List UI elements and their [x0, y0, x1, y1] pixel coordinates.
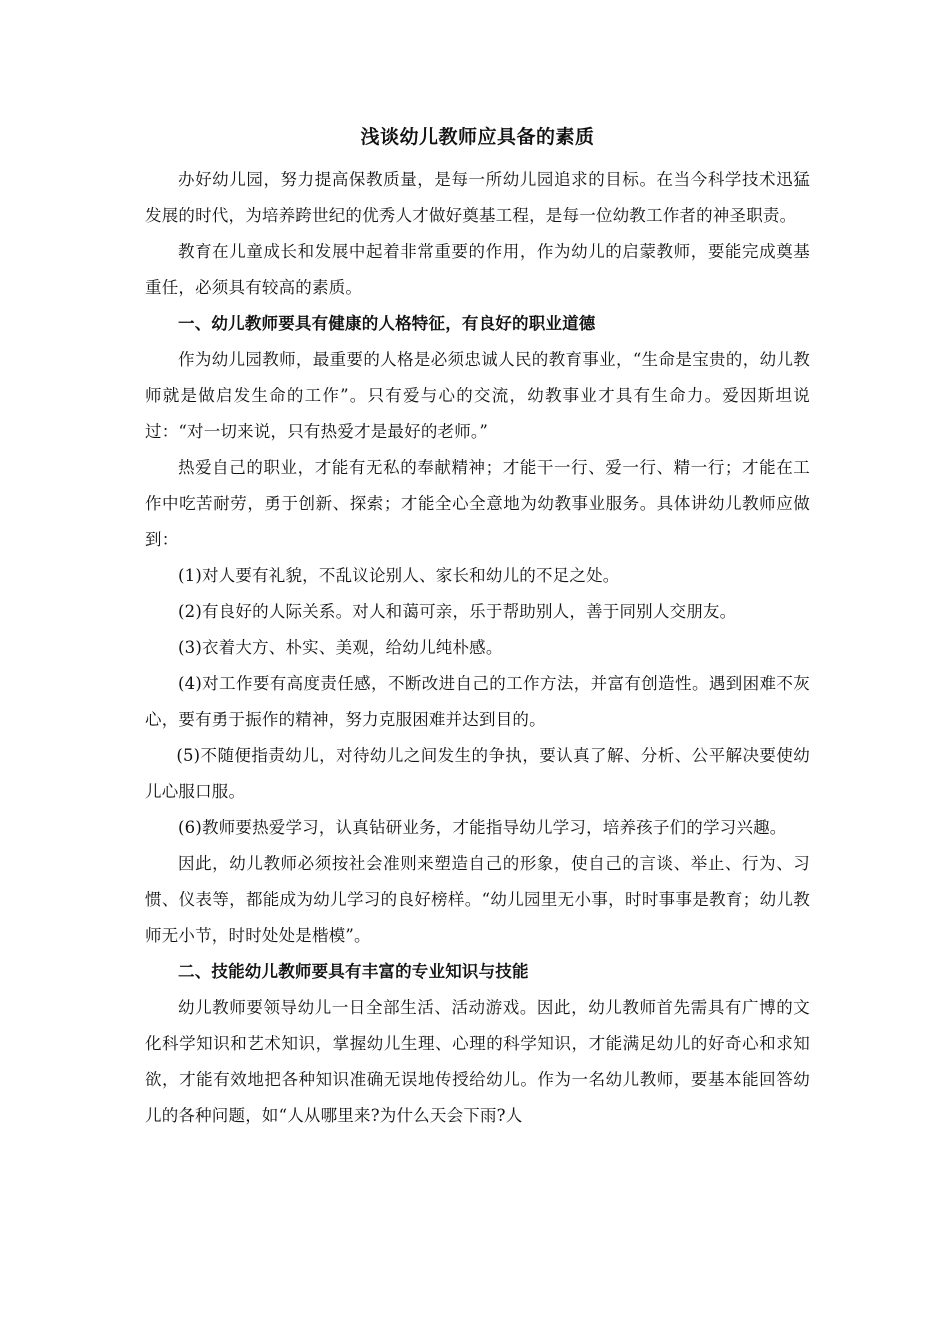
list-item: (1)对人要有礼貌，不乱议论别人、家长和幼儿的不足之处。	[178, 566, 620, 585]
list-item: (5)不随便指责幼儿，对待幼儿之间发生的争执，要认真了解、分析、公平解决要使幼儿心服口服。	[145, 746, 810, 801]
list-item: (2)有良好的人际关系。对人和蔼可亲，乐于帮助别人，善于同别人交朋友。	[178, 602, 737, 621]
document-title: 浅谈幼儿教师应具备的素质	[360, 126, 595, 148]
section-heading: 二、技能幼儿教师要具有丰富的专业知识与技能	[178, 962, 529, 981]
list-item: (4)对工作要有高度责任感，不断改进自己的工作方法，并富有创造性。遇到困难不灰心，要有勇于振作的精神，努力克服困难并达到目的。	[145, 674, 810, 729]
paragraph: 因此，幼儿教师必须按社会准则来塑造自己的形象，使自己的言谈、举止、行为、习惯、仪表等，都能成为幼儿学习的良好榜样。“幼儿园里无小事，时时事事是教育；幼儿教师无小节，时时处处是楷模”。	[145, 854, 810, 945]
document-page	[145, 120, 810, 1134]
paragraph: 教育在儿童成长和发展中起着非常重要的作用，作为幼儿的启蒙教师，要能完成奠基重任，必须具有较高的素质。	[145, 242, 810, 297]
section-heading: 一、幼儿教师要具有健康的人格特征，有良好的职业道德	[178, 314, 596, 333]
list-item: (3)衣着大方、朴实、美观，给幼儿纯朴感。	[178, 638, 503, 657]
paragraph: 热爱自己的职业，才能有无私的奉献精神；才能干一行、爱一行、精一行；才能在工作中吃苦耐劳，勇于创新、探索；才能全心全意地为幼教事业服务。具体讲幼儿教师应做到：	[145, 458, 810, 549]
list-item: (6)教师要热爱学习，认真钻研业务，才能指导幼儿学习，培养孩子们的学习兴趣。	[178, 818, 787, 837]
paragraph: 办好幼儿园，努力提高保教质量，是每一所幼儿园追求的目标。在当今科学技术迅猛发展的时代，为培养跨世纪的优秀人才做好奠基工程，是每一位幼教工作者的神圣职责。	[145, 170, 810, 225]
paragraph: 幼儿教师要领导幼儿一日全部生活、活动游戏。因此，幼儿教师首先需具有广博的文化科学知识和艺术知识，掌握幼儿生理、心理的科学知识，才能满足幼儿的好奇心和求知欲，才能有效地把各种知识准确无误地传授给幼儿。作为一名幼儿教师，要基本能回答幼儿的各种问题，如“人从哪里来?为什么天会下雨?人	[145, 998, 810, 1125]
paragraph: 作为幼儿园教师，最重要的人格是必须忠诚人民的教育事业，“生命是宝贵的，幼儿教师就是做启发生命的工作”。只有爱与心的交流，幼教事业才具有生命力。爱因斯坦说过：“对一切来说，只有热爱才是最好的老师。”	[145, 350, 810, 441]
